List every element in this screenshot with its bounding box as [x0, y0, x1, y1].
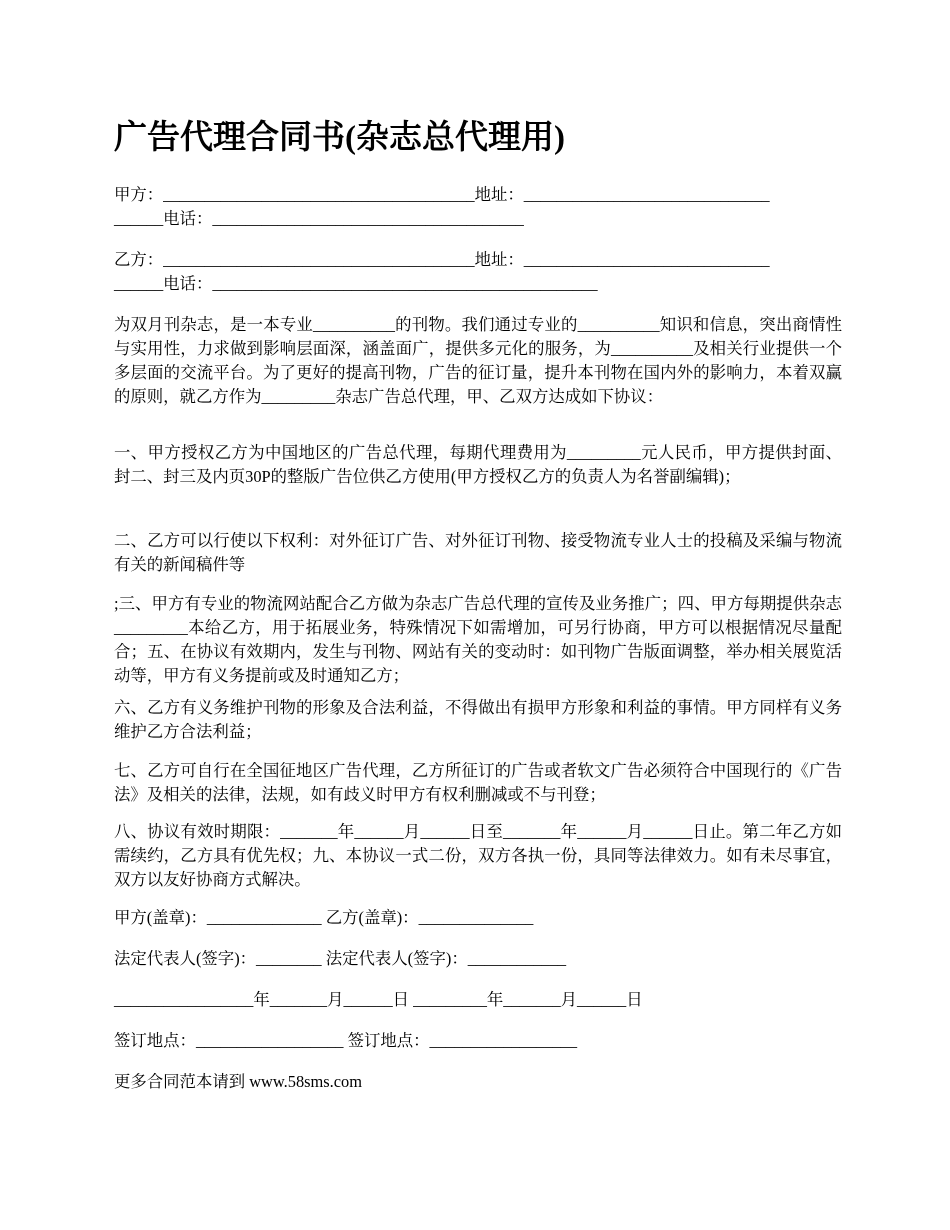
date-line: _________________年_______月______日 _________年_______月______日	[114, 990, 643, 1009]
clause-2-paragraph: 二、乙方可以行使以下权利：对外征订广告、对外征订刊物、接受物流专业人士的投稿及采编与物流有关的新闻稿件等	[114, 531, 842, 574]
representative-signature-line: 法定代表人(签字)：________ 法定代表人(签字)：____________	[114, 949, 567, 968]
party-b-line-1: 乙方：______________________________________地址：______________________________	[114, 250, 770, 269]
signing-place-line: 签订地点：__________________ 签订地点：__________________	[114, 1031, 578, 1050]
footer-link-text: 更多合同范本请到 www.58sms.com	[114, 1072, 362, 1091]
party-a-line-1: 甲方：______________________________________地址：______________________________	[114, 185, 770, 204]
clause-7-paragraph: 七、乙方可自行在全国征地区广告代理，乙方所征订的广告或者软文广告必须符合中国现行的《广告法》及相关的法律，法规，如有歧义时甲方有权利删减或不与刊登；	[114, 761, 842, 804]
intro-paragraph: 为双月刊杂志，是一本专业__________的刊物。我们通过专业的__________知识和信息，突出商情性与实用性，力求做到影响层面深，涵盖面广，提供多元化的服务，为__________及相关行业提供一个多层面的交流平台。为了更好的提高刊物，广告的征订量，提升本刊物在国内外的影响力，本着双赢的原则，就乙方作为_________杂志广告总代理，甲、乙双方达成如下协议：	[114, 315, 842, 406]
clauses-3-5-paragraph: ;三、甲方有专业的物流网站配合乙方做为杂志广告总代理的宣传及业务推广；四、甲方每期提供杂志_________本给乙方，用于拓展业务，特殊情况下如需增加，可另行协商，甲方可以根据情况尽量配合；五、在协议有效期内，发生与刊物、网站有关的变动时：如刊物广告版面调整，举办相关展览活动等，甲方有义务提前或及时通知乙方；	[114, 594, 842, 685]
party-a-line-2: ______电话：______________________________________	[114, 209, 524, 228]
clauses-8-9-paragraph: 八、协议有效时期限：_______年______月______日至_______年______月______日止。第二年乙方如需续约，乙方具有优先权；九、本协议一式二份，双方各执一份，具同等法律效力。如有未尽事宜，双方以友好协商方式解决。	[114, 822, 842, 889]
party-b-line-2: ______电话：_______________________________________________	[114, 274, 598, 293]
clause-6-paragraph: 六、乙方有义务维护刊物的形象及合法利益，不得做出有损甲方形象和利益的事情。甲方同样有义务维护乙方合法利益；	[114, 698, 842, 741]
seal-line: 甲方(盖章)：______________ 乙方(盖章)：______________	[114, 908, 534, 927]
document-title: 广告代理合同书(杂志总代理用)	[114, 120, 565, 156]
clause-1-paragraph: 一、甲方授权乙方为中国地区的广告总代理，每期代理费用为_________元人民币，甲方提供封面、封二、封三及内页30P的整版广告位供乙方使用(甲方授权乙方的负责人为名誉副编辑)；	[114, 443, 842, 486]
